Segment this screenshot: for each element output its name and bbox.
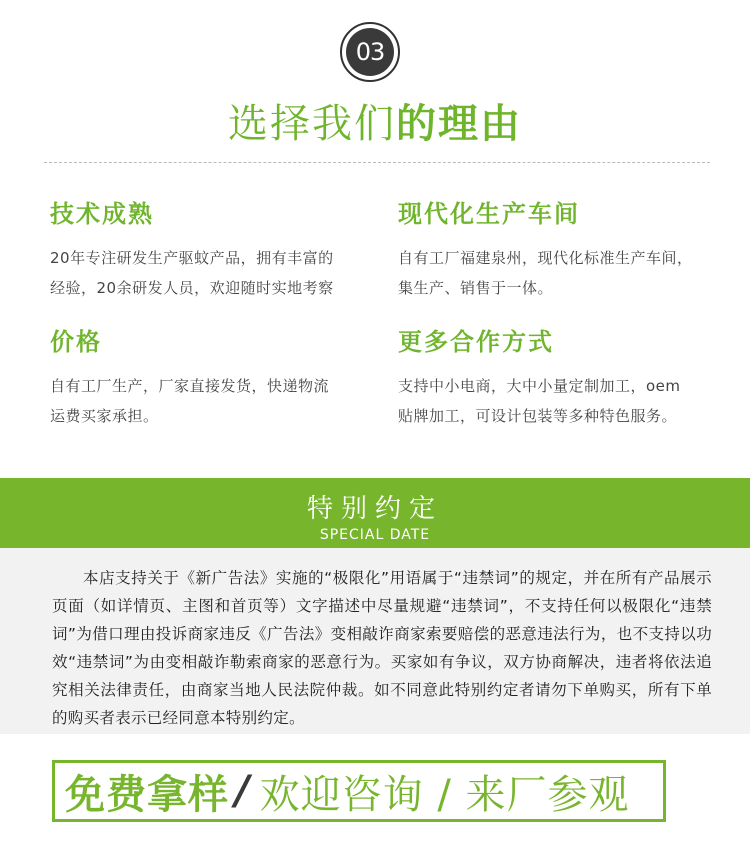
feature-price xyxy=(50,322,380,431)
feature-line: 经验，20余研发人员，欢迎随时实地考察 xyxy=(50,279,334,297)
feature-line: 自有工厂福建泉州，现代化标准生产车间， xyxy=(398,249,693,267)
feature-text xyxy=(398,243,728,303)
feature-line: 集生产、销售于一体。 xyxy=(398,279,554,297)
dotted-divider xyxy=(44,162,710,163)
slogan-welcome: 欢迎咨询 / 来厂参观 xyxy=(259,771,630,818)
feature-heading: 现代化生产车间 xyxy=(398,200,580,228)
feature-line: 运费买家承担。 xyxy=(50,407,159,425)
feature-line: 支持中小电商，大中小量定制加工，oem xyxy=(398,377,681,395)
banner-title: 特别约定 xyxy=(306,494,443,524)
feature-heading: 更多合作方式 xyxy=(398,328,554,356)
feature-line: 20年专注研发生产驱蚊产品，拥有丰富的 xyxy=(50,249,334,267)
page-title xyxy=(0,92,750,149)
slogan-free-sample: 免费拿样 xyxy=(65,771,229,818)
feature-text xyxy=(50,243,380,303)
feature-line: 贴牌加工，可设计包装等多种特色服务。 xyxy=(398,407,678,425)
special-agreement-banner xyxy=(0,478,750,548)
feature-workshop xyxy=(398,194,728,303)
feature-text xyxy=(398,371,728,431)
feature-text xyxy=(50,371,380,431)
feature-cooperation xyxy=(398,322,728,431)
slogan-separator: / xyxy=(235,768,250,814)
banner-subtitle: SPECIAL DATE xyxy=(319,527,431,543)
page-title-light: 选择我们 xyxy=(228,101,396,147)
notice-text: 本店支持关于《新广告法》实施的“极限化”用语属于“违禁词”的规定，并在所有产品展示页面（如详情页、主图和首页等）文字描述中尽量规避“违禁词”，不支持任何以极限化“违禁词”为借口理由投诉商家违反《广告法》变相敲诈商家索要赔偿的恶意违法行为，也不支持以功效“违禁词”为由变相敲诈勒索商家的恶意行为。买家如有争议，双方协商解决，违者将依法追究相关法律责任，由商家当地人民法院仲裁。如不同意此特别约定者请勿下单购买，所有下单的购买者表示已经同意本特别约定。 xyxy=(52,569,712,727)
feature-tech xyxy=(50,194,380,303)
slogan-box xyxy=(52,760,666,822)
section-number-badge xyxy=(340,22,400,82)
notice-panel xyxy=(0,548,750,734)
feature-heading: 技术成熟 xyxy=(50,200,154,228)
page-title-bold: 的理由 xyxy=(396,101,522,147)
section-number: 03 xyxy=(346,28,394,76)
feature-line: 自有工厂生产，厂家直接发货，快递物流 xyxy=(50,377,330,395)
feature-heading: 价格 xyxy=(50,328,102,356)
